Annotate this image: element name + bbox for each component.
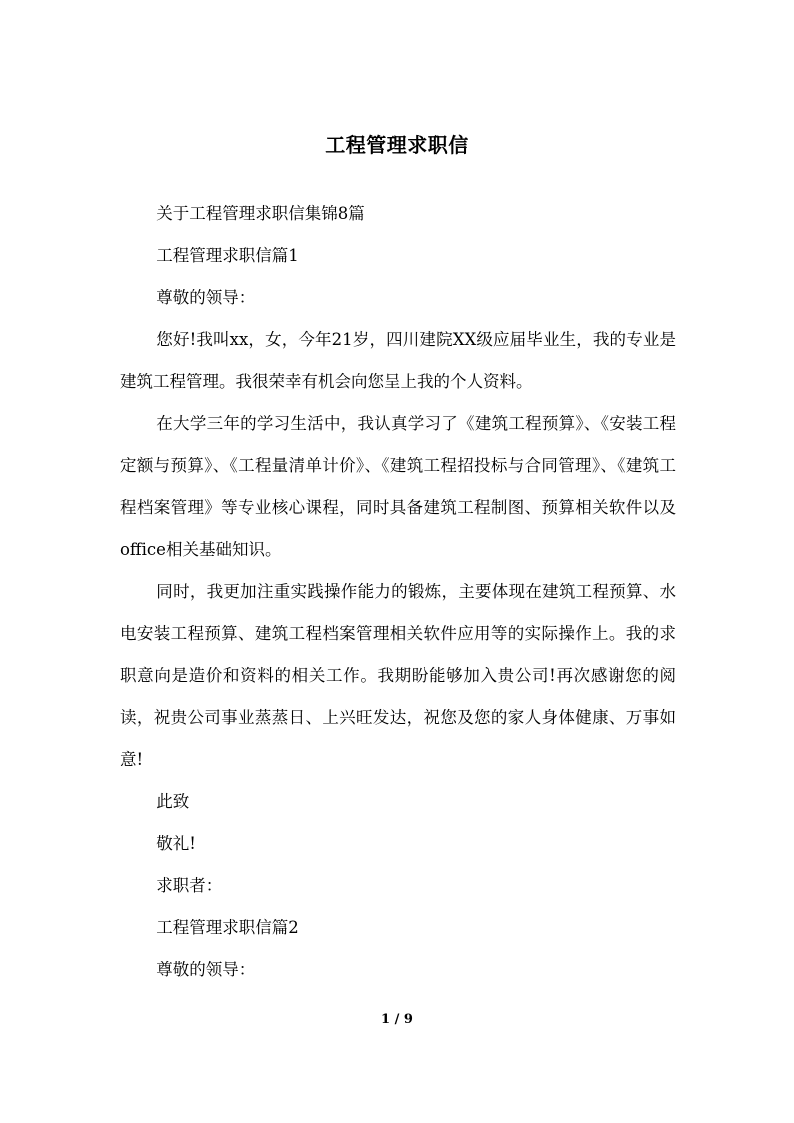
paragraph-intro: 关于工程管理求职信集锦8篇 xyxy=(156,204,365,223)
document-title: 工程管理求职信 xyxy=(325,133,469,157)
document-body xyxy=(120,193,676,991)
paragraph-letter-1-heading: 工程管理求职信篇1 xyxy=(156,246,299,265)
paragraph-letter-2-heading: 工程管理求职信篇2 xyxy=(156,918,299,937)
paragraph-closing-1: 此致 xyxy=(156,792,190,811)
page-number: 1 / 9 xyxy=(381,1012,413,1027)
paragraph-self-introduction: 您好!我叫xx，女，今年21岁，四川建院XX级应届毕业生，我的专业是建筑工程管理。我很荣幸有机会向您呈上我的个人资料。 xyxy=(120,330,676,391)
paragraph-practice: 同时，我更加注重实践操作能力的锻炼，主要体现在建筑工程预算、水电安装工程预算、建筑工程档案管理相关软件应用等的实际操作上。我的求职意向是造价和资料的相关工作。我期盼能够加入贵公司!再次感谢您的阅读，祝贵公司事业蒸蒸日、上兴旺发达，祝您及您的家人身体健康、万事如意! xyxy=(120,582,676,769)
paragraph-signature: 求职者： xyxy=(156,876,223,895)
paragraph-salutation: 尊敬的领导： xyxy=(156,288,256,307)
paragraph-closing-2: 敬礼! xyxy=(156,834,196,853)
paragraph-studies: 在大学三年的学习生活中，我认真学习了《建筑工程预算》、《安装工程定额与预算》、《工程量清单计价》、《建筑工程招投标与合同管理》、《建筑工程档案管理》等专业核心课程，同时具备建筑工程制图、预算相关软件以及office相关基础知识。 xyxy=(120,414,676,559)
paragraph-salutation-2: 尊敬的领导： xyxy=(156,960,256,979)
